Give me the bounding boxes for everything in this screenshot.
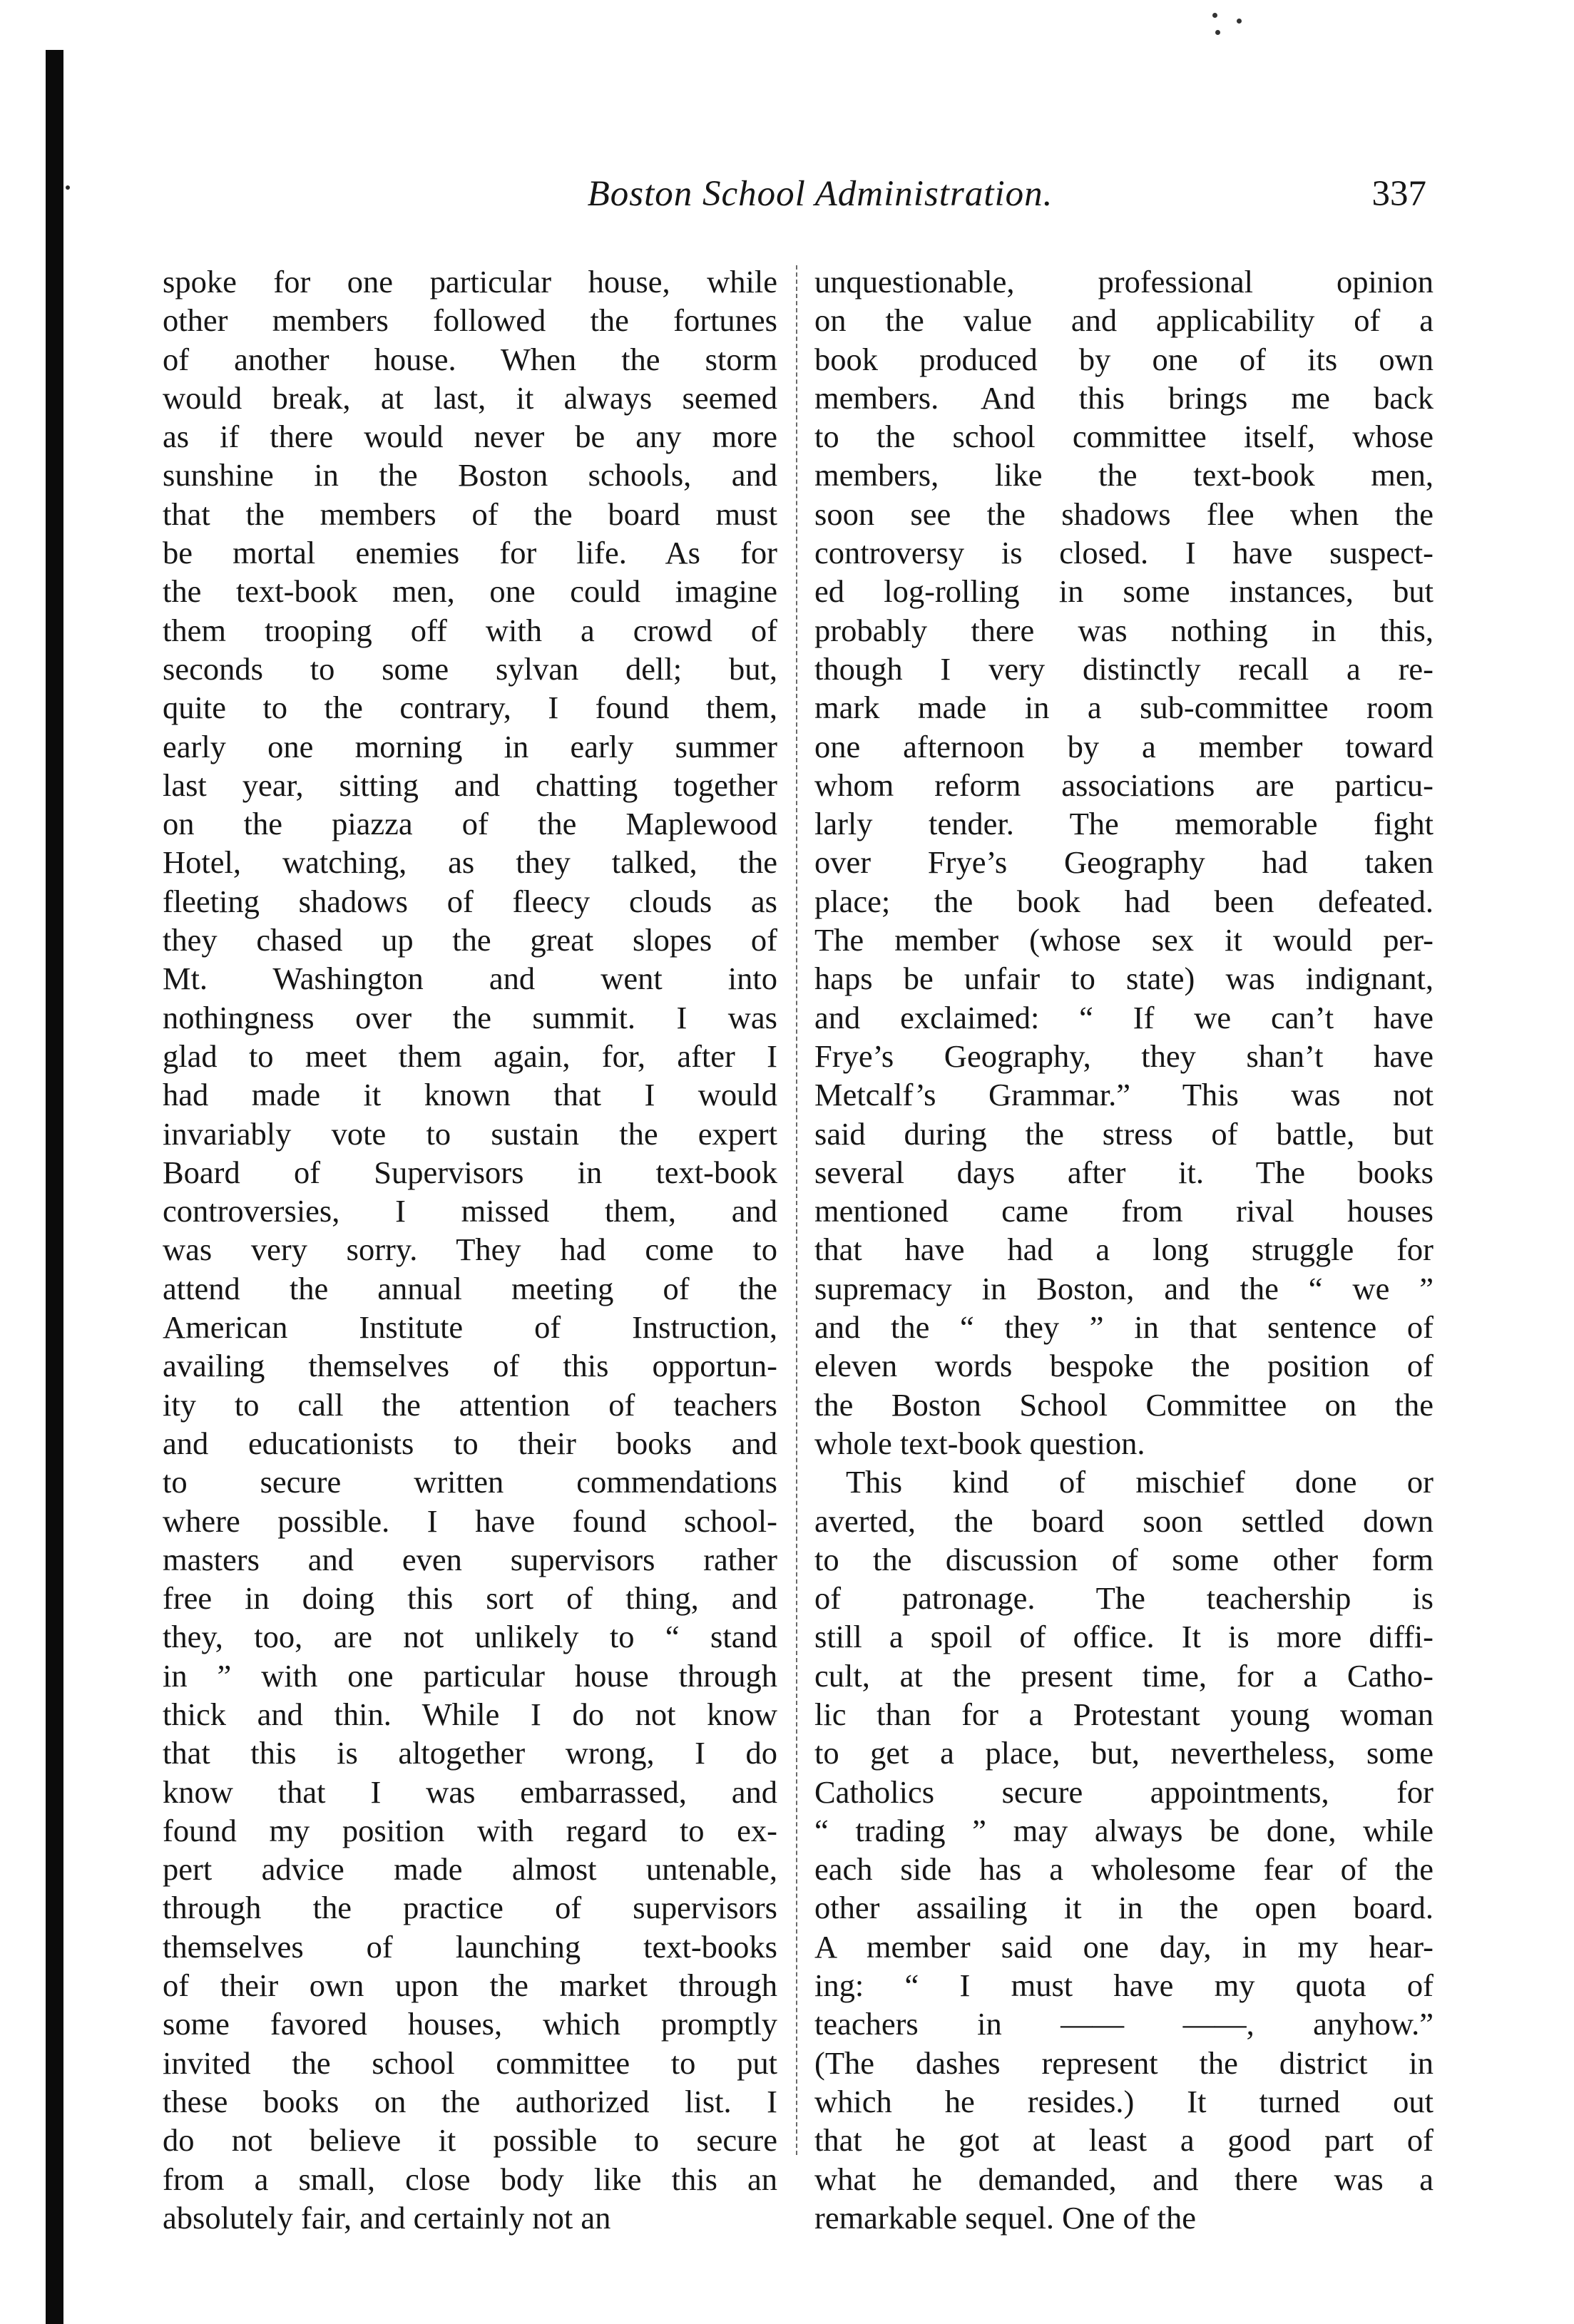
text-line: free in doing this sort of thing, and (163, 1580, 777, 1617)
scan-speck (1212, 13, 1217, 18)
text-line: said during the stress of battle, but (814, 1115, 1434, 1152)
scan-binding-mark (66, 185, 70, 190)
text-line: unquestionable, professional opinion (814, 264, 1434, 300)
text-line: other assailing it in the open board. (814, 1890, 1434, 1926)
text-line: ing: “ I must have my quota of (814, 1967, 1434, 2004)
text-line: soon see the shadows flee when the (814, 496, 1434, 532)
text-line: fleeting shadows of fleecy clouds as (163, 883, 777, 919)
page-number: 337 (1371, 174, 1426, 214)
text-line: that have had a long struggle for (814, 1232, 1434, 1268)
text-line: each side has a wholesome fear of the (814, 1851, 1434, 1888)
text-line: whole text-book question. (814, 1425, 1145, 1461)
text-line: know that I was embarrassed, and (163, 1773, 777, 1810)
text-line: mark made in a sub-committee room (814, 690, 1434, 726)
scan-speck (1215, 30, 1220, 35)
text-line: some favored houses, which promptly (163, 2006, 777, 2042)
text-line: on the value and applicability of a (814, 302, 1434, 339)
text-line: they, too, are not unlikely to “ stand (163, 1619, 777, 1655)
text-line: controversy is closed. I have suspect- (814, 535, 1434, 571)
text-line: absolutely fair, and certainly not an (163, 2199, 611, 2236)
text-line: these books on the authorized list. I (163, 2083, 777, 2119)
text-line: themselves of launching text-books (163, 1928, 777, 1965)
text-line: Catholics secure appointments, for (814, 1773, 1434, 1810)
text-line: they chased up the great slopes of (163, 922, 777, 958)
text-line: several days after it. The books (814, 1154, 1434, 1190)
text-line: larly tender. The memorable fight (814, 806, 1434, 842)
text-line: attend the annual meeting of the (163, 1270, 777, 1306)
text-line: A member said one day, in my hear- (814, 1928, 1434, 1965)
text-line: though I very distinctly recall a re- (814, 650, 1434, 687)
text-line: availing themselves of this opportun- (163, 1348, 777, 1384)
text-line: American Institute of Instruction, (163, 1309, 777, 1346)
text-line: sunshine in the Boston schools, and (163, 457, 777, 493)
text-line: on the piazza of the Maplewood (163, 806, 777, 842)
text-line: through the practice of supervisors (163, 1890, 777, 1926)
text-line: mentioned came from rival houses (814, 1193, 1434, 1229)
running-header-title: Boston School Administration. (587, 174, 1053, 214)
text-line: and the “ they ” in that sentence of (814, 1309, 1434, 1346)
scan-binding-edge (46, 50, 63, 2324)
text-line: them trooping off with a crowd of (163, 612, 777, 648)
text-line: spoke for one particular house, while (163, 264, 777, 300)
scan-speck (1237, 19, 1242, 24)
text-line: would break, at last, it always seemed (163, 379, 777, 416)
text-line: ed log-rolling in some instances, but (814, 573, 1434, 610)
text-line: was very sorry. They had come to (163, 1232, 777, 1268)
text-line: found my position with regard to ex- (163, 1812, 777, 1848)
text-line: teachers in —— ——, anyhow.” (814, 2006, 1434, 2042)
column-divider-rule (796, 265, 797, 2155)
text-line: that he got at least a good part of (814, 2122, 1434, 2159)
text-line: in ” with one particular house through (163, 1657, 777, 1694)
text-line: to secure written commendations (163, 1464, 777, 1500)
text-line: ity to call the attention of teachers (163, 1386, 777, 1423)
text-line: and educationists to their books and (163, 1425, 777, 1461)
text-line: pert advice made almost untenable, (163, 1851, 777, 1888)
text-line: nothingness over the summit. I was (163, 999, 777, 1035)
text-line: invited the school committee to put (163, 2044, 777, 2081)
text-line: early one morning in early summer (163, 728, 777, 764)
left-text-column (163, 262, 777, 2237)
text-line: the Boston School Committee on the (814, 1386, 1434, 1423)
text-line: place; the book had been defeated. (814, 883, 1434, 919)
text-line: cult, at the present time, for a Catho- (814, 1657, 1434, 1694)
text-line: eleven words bespoke the position of (814, 1348, 1434, 1384)
text-line: that the members of the board must (163, 496, 777, 532)
text-line: to the discussion of some other form (814, 1541, 1434, 1577)
text-line: glad to meet them again, for, after I (163, 1038, 777, 1074)
text-line: still a spoil of office. It is more diffi- (814, 1619, 1434, 1655)
text-line: over Frye’s Geography had taken (814, 844, 1434, 881)
text-line: that this is altogether wrong, I do (163, 1735, 777, 1771)
text-line: book produced by one of its own (814, 341, 1434, 377)
text-line: be mortal enemies for life. As for (163, 535, 777, 571)
text-line: other members followed the fortunes (163, 302, 777, 339)
text-line: lic than for a Protestant young woman (814, 1696, 1434, 1732)
text-line: “ trading ” may always be done, while (814, 1812, 1434, 1848)
text-line: as if there would never be any more (163, 419, 777, 455)
text-line: haps be unfair to state) was indignant, (814, 961, 1434, 997)
text-line: of their own upon the market through (163, 1967, 777, 2004)
text-line: the text-book men, one could imagine (163, 573, 777, 610)
text-line: had made it known that I would (163, 1077, 777, 1113)
text-line: This kind of mischief done or (846, 1464, 1434, 1500)
text-line: members. And this brings me back (814, 379, 1434, 416)
text-line: to the school committee itself, whose (814, 419, 1434, 455)
text-line: where possible. I have found school- (163, 1503, 777, 1539)
text-line: of another house. When the storm (163, 341, 777, 377)
text-line: to get a place, but, nevertheless, some (814, 1735, 1434, 1771)
text-line: masters and even supervisors rather (163, 1541, 777, 1577)
text-line: Metcalf’s Grammar.” This was not (814, 1077, 1434, 1113)
text-line: The member (whose sex it would per- (814, 922, 1434, 958)
text-line: Mt. Washington and went into (163, 961, 777, 997)
text-line: Frye’s Geography, they shan’t have (814, 1038, 1434, 1074)
text-line: averted, the board soon settled down (814, 1503, 1434, 1539)
right-text-column (814, 262, 1434, 2237)
text-line: thick and thin. While I do not know (163, 1696, 777, 1732)
text-line: remarkable sequel. One of the (814, 2199, 1196, 2236)
text-line: supremacy in Boston, and the “ we ” (814, 1270, 1434, 1306)
text-line: Board of Supervisors in text-book (163, 1154, 777, 1190)
text-line: from a small, close body like this an (163, 2161, 777, 2197)
text-line: of patronage. The teachership is (814, 1580, 1434, 1617)
text-line: invariably vote to sustain the expert (163, 1115, 777, 1152)
text-line: one afternoon by a member toward (814, 728, 1434, 764)
text-line: quite to the contrary, I found them, (163, 690, 777, 726)
text-line: probably there was nothing in this, (814, 612, 1434, 648)
text-line: last year, sitting and chatting together (163, 767, 777, 803)
text-line: what he demanded, and there was a (814, 2161, 1434, 2197)
text-line: seconds to some sylvan dell; but, (163, 650, 777, 687)
text-line: which he resides.) It turned out (814, 2083, 1434, 2119)
text-line: Hotel, watching, as they talked, the (163, 844, 777, 881)
text-line: and exclaimed: “ If we can’t have (814, 999, 1434, 1035)
text-line: members, like the text-book men, (814, 457, 1434, 493)
text-line: whom reform associations are particu- (814, 767, 1434, 803)
text-line: controversies, I missed them, and (163, 1193, 777, 1229)
text-line: do not believe it possible to secure (163, 2122, 777, 2159)
text-line: (The dashes represent the district in (814, 2044, 1434, 2081)
